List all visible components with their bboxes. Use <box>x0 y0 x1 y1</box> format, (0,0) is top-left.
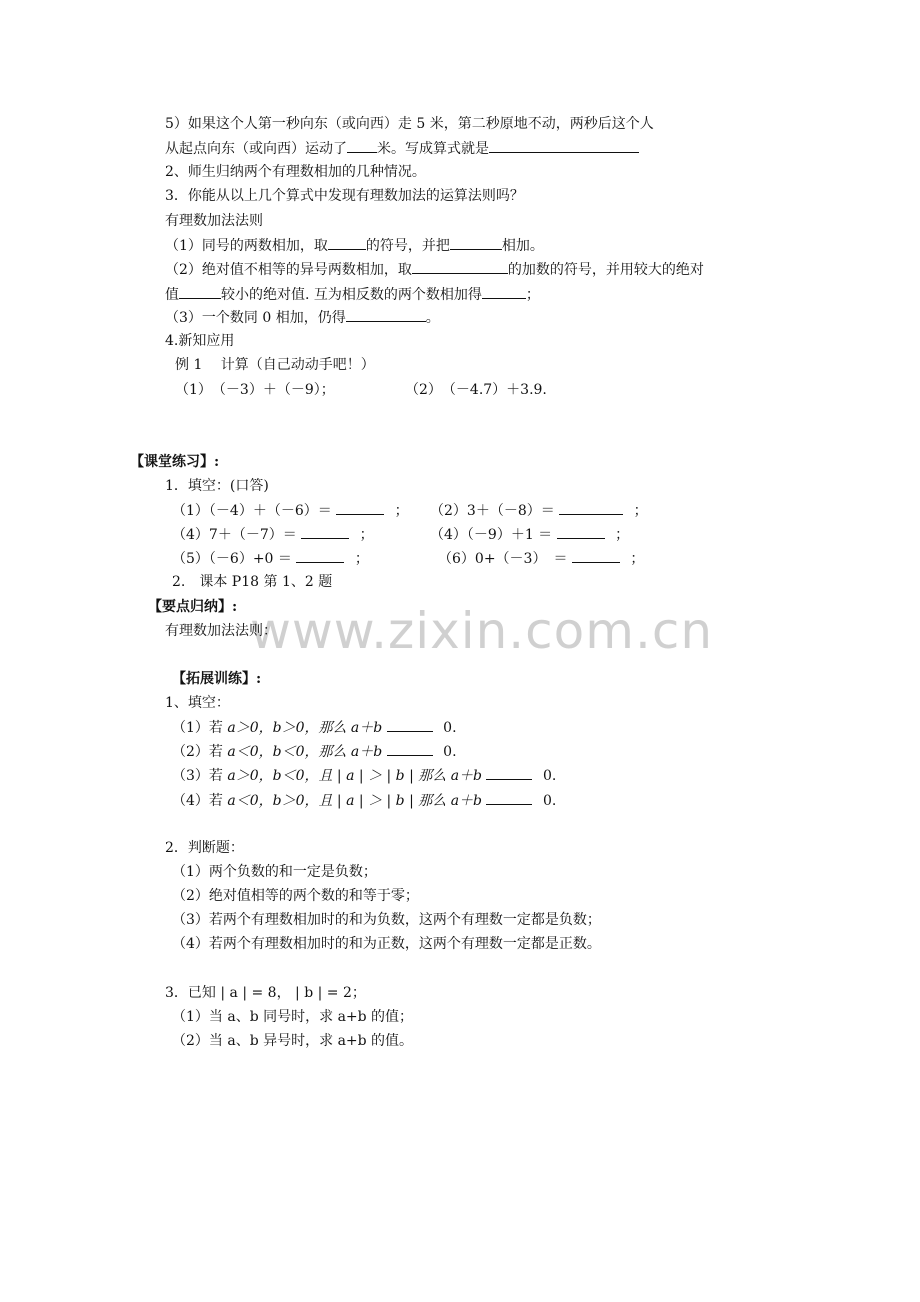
practice-item-label: （4）（－9）＋1 ＝ <box>430 527 553 543</box>
extension-fill-item <box>172 790 556 811</box>
judge-heading: 2．判断题： <box>165 840 244 856</box>
question-3-part-2: （2）当 a、b 异号时，求 a+b 的值。 <box>172 1033 414 1049</box>
practice-item-label: （2）3＋（－8）＝ <box>430 503 555 519</box>
item-3: 3．你能从以上几个算式中发现有理数加法的运算法则吗？ <box>165 188 524 204</box>
practice-item-label: （6）0+（－3） ＝ <box>438 551 568 567</box>
fill-item-condition: a＞0，b＜0，且 | a | ＞ | b | 那么 a＋b <box>227 768 483 784</box>
answer-blank[interactable] <box>336 500 384 515</box>
fill-item-condition: a＜0，b＜0，那么 a＋b <box>227 744 383 760</box>
practice-item-label: （5）（－6）+0 ＝ <box>172 551 292 567</box>
rules-heading: 有理数加法法则 <box>165 213 263 229</box>
answer-blank[interactable] <box>486 765 532 780</box>
fill-item-prefix: （4）若 <box>172 793 228 809</box>
rule-1-text-a: （1）同号的两数相加，取 <box>165 238 328 254</box>
summary-title: 【要点归纳】: <box>148 599 238 615</box>
fill-item-prefix: （2）若 <box>172 744 228 760</box>
fill-item-suffix: 0. <box>542 793 557 809</box>
practice-item <box>430 500 648 521</box>
question-3-part-1: （1）当 a、b 同号时，求 a+b 的值； <box>172 1009 414 1025</box>
summary-text: 有理数加法法则： <box>165 623 277 639</box>
extension-fill-item <box>172 717 457 738</box>
rule-2-text-b: 的加数的符号，并用较大的绝对 <box>507 262 704 278</box>
question-5-line-1: 5）如果这个人第一秒向东（或向西）走 5 米，第二秒原地不动，两秒后这个人 <box>165 116 654 132</box>
watermark: www.zixin.com.cn <box>250 602 714 660</box>
rule-1 <box>165 235 544 256</box>
practice-item-end: ； <box>630 551 645 567</box>
practice-item-label: （4）7＋（－7）＝ <box>172 527 297 543</box>
q5-text-b: 米。写成算式就是 <box>377 141 489 157</box>
answer-blank[interactable] <box>486 790 532 805</box>
practice-item-end: ； <box>359 527 374 543</box>
rule-1-text-b: 的符号，并把 <box>365 238 450 254</box>
answer-blank[interactable] <box>559 500 623 515</box>
judge-item: （1）两个负数的和一定是负数； <box>172 864 377 880</box>
extension-fill-item <box>172 765 556 786</box>
rule-3 <box>165 307 440 328</box>
practice-item <box>430 524 629 545</box>
rule-2-text-e: ； <box>525 287 540 303</box>
rule-2-text-c: 值 <box>165 287 179 303</box>
extension-fill-item <box>172 741 457 762</box>
answer-blank[interactable] <box>557 524 605 539</box>
answer-blank[interactable] <box>387 741 433 756</box>
practice-item <box>438 548 644 569</box>
rule-2-line-1 <box>165 259 704 280</box>
practice-q2: 2. 课本 P18 第 1、2 题 <box>172 574 333 590</box>
answer-blank[interactable] <box>489 138 639 153</box>
practice-title: 【课堂练习】: <box>130 454 220 470</box>
answer-blank[interactable] <box>482 284 526 299</box>
practice-item <box>172 548 369 569</box>
answer-blank[interactable] <box>296 548 344 563</box>
answer-blank[interactable] <box>572 548 620 563</box>
practice-item <box>172 524 374 545</box>
new-app-heading: 4.新知应用 <box>165 333 235 349</box>
practice-item-end: ； <box>394 503 409 519</box>
answer-blank[interactable] <box>328 235 366 250</box>
practice-q1: 1．填空：(口答) <box>165 478 269 494</box>
judge-item: （2）绝对值相等的两个数的和等于零； <box>172 888 419 904</box>
rule-2-line-2 <box>165 284 540 305</box>
fill-item-condition: a＞0，b＞0，那么 a＋b <box>227 720 383 736</box>
example-1-part-2: （2） （－4.7）＋3.9. <box>405 382 547 398</box>
answer-blank[interactable] <box>387 717 433 732</box>
answer-blank[interactable] <box>346 307 426 322</box>
fill-item-suffix: 0. <box>542 768 557 784</box>
fill-item-prefix: （1）若 <box>172 720 228 736</box>
answer-blank[interactable] <box>347 138 377 153</box>
example-1: 例 1 计算（自己动动手吧！） <box>175 357 375 373</box>
fill-item-condition: a＜0，b＞0，且 | a | ＞ | b | 那么 a＋b <box>227 793 483 809</box>
rule-3-text-b: 。 <box>425 310 440 326</box>
practice-item-end: ； <box>615 527 630 543</box>
extension-title: 【拓展训练】: <box>172 671 262 687</box>
answer-blank[interactable] <box>450 235 502 250</box>
answer-blank[interactable] <box>412 259 508 274</box>
practice-item <box>172 500 409 521</box>
answer-blank[interactable] <box>179 284 221 299</box>
extension-fill-heading: 1、填空： <box>165 695 230 711</box>
practice-item-end: ； <box>633 503 648 519</box>
judge-item: （3）若两个有理数相加时的和为负数，这两个有理数一定都是负数； <box>172 912 601 928</box>
rule-2-text-d: 较小的绝对值. 互为相反数的两个数相加得 <box>221 287 482 303</box>
fill-item-suffix: 0. <box>443 744 457 760</box>
question-3: 3．已知 | a | = 8， | b | = 2； <box>165 985 366 1001</box>
practice-item-label: （1）（－4）＋（－6）＝ <box>172 503 332 519</box>
question-5-line-2 <box>165 138 639 159</box>
judge-item: （4）若两个有理数相加时的和为正数，这两个有理数一定都是正数。 <box>172 936 601 952</box>
fill-item-prefix: （3）若 <box>172 768 228 784</box>
practice-item-end: ； <box>354 551 369 567</box>
answer-blank[interactable] <box>301 524 349 539</box>
item-2: 2、师生归纳两个有理数相加的几种情况。 <box>165 164 426 180</box>
rule-1-text-c: 相加。 <box>501 238 544 254</box>
rule-3-text-a: （3）一个数同 0 相加，仍得 <box>165 310 346 326</box>
q5-text-a: 从起点向东（或向西）运动了 <box>165 141 347 157</box>
example-1-part-1: （1） （－3）＋（－9）； <box>175 382 335 398</box>
rule-2-text-a: （2）绝对值不相等的异号两数相加，取 <box>165 262 412 278</box>
fill-item-suffix: 0. <box>443 720 457 736</box>
